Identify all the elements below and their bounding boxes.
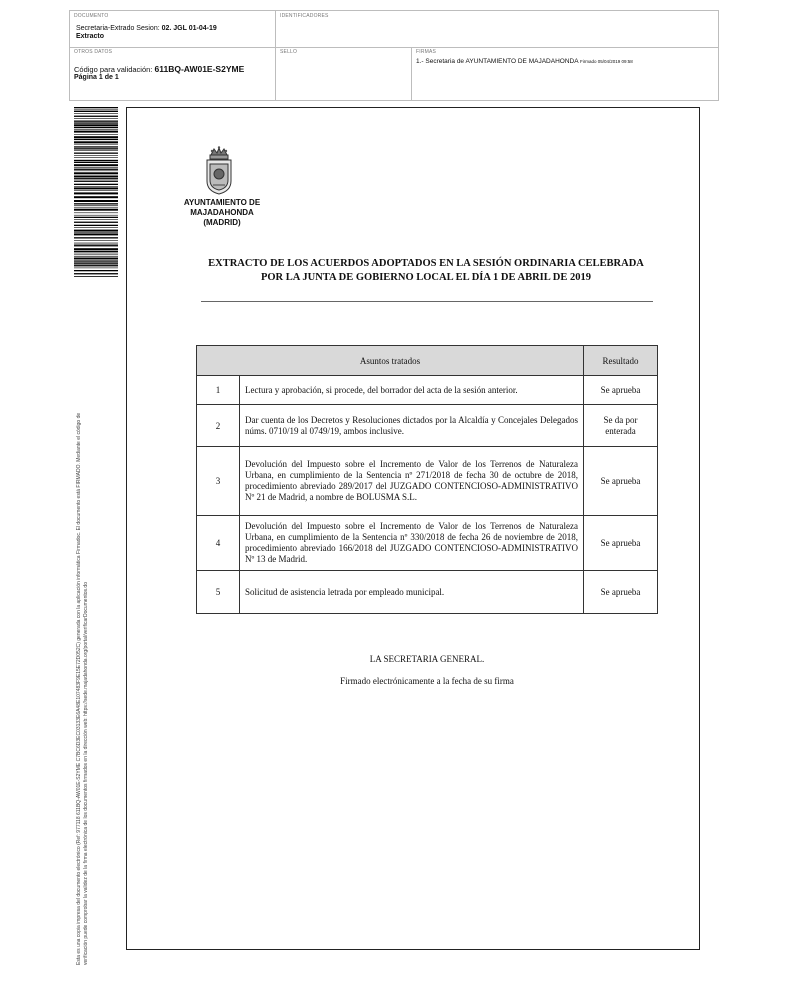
document-title xyxy=(195,257,657,285)
documento-value xyxy=(76,25,217,32)
validation-code: 611BQ-AW01E-S2YME xyxy=(154,64,245,74)
validation-prefix: Código para validación: xyxy=(74,65,153,74)
row-description: Solicitud de asistencia letrada por empleado municipal. xyxy=(240,571,584,614)
otros-datos-label: OTROS DATOS xyxy=(74,49,113,55)
signature-note: Firmado electrónicamente a la fecha de su firma xyxy=(340,676,514,686)
firma-entry xyxy=(416,58,633,65)
documento-prefix: Secretaria-Extrado Sesion: xyxy=(76,25,160,32)
row-result: Se aprueba xyxy=(584,447,658,516)
documento-cell xyxy=(70,11,276,47)
table-row xyxy=(197,376,658,405)
row-result: Se aprueba xyxy=(584,376,658,405)
column-header-asuntos: Asuntos tratados xyxy=(197,346,584,376)
table-row xyxy=(197,405,658,447)
row-number: 4 xyxy=(197,516,240,571)
side-text-line-2: verificación puede comprobar la validez de la firma electrónica de los documentos firmados en la dirección web: https://sede.majadahonda.org/portal/verificarDocumentos.do xyxy=(83,582,89,965)
coat-of-arms-icon xyxy=(197,145,241,197)
validation-code-line xyxy=(74,64,244,74)
table-row xyxy=(197,571,658,614)
title-line-2: POR LA JUNTA DE GOBIERNO LOCAL EL DÍA 1 DE ABRIL DE 2019 xyxy=(260,272,592,283)
row-number: 2 xyxy=(197,405,240,447)
firma-text: 1.- Secretaria de AYUNTAMIENTO DE MAJADAHONDA xyxy=(416,58,579,65)
row-description: Devolución del Impuesto sobre el Incremento de Valor de los Terrenos de Naturaleza Urbana, en cumplimiento de la Sentencia nº 330/2018 de fecha 26 de noviembre de 2018, procedimiento abreviado 166/2018 del JUZGADO CONTENCIOSO-ADMINISTRATIVO Nº 13 de Madrid. xyxy=(240,516,584,571)
org-line-3: (MADRID) xyxy=(203,218,241,227)
firma-date: Firmado 05/04/2019 09:58 xyxy=(580,59,633,64)
sello-cell xyxy=(276,47,412,101)
row-description: Devolución del Impuesto sobre el Incremento de Valor de los Terrenos de Naturaleza Urbana, en cumplimiento de la Sentencia nº 271/2018 de fecha 30 de octubre de 2018, procedimiento abreviado 289/2017 del JUZGADO CONTENCIOSO-ADMINISTRATIVO Nº 21 de Madrid, a nombre de BOLUSMA S.L. xyxy=(240,447,584,516)
page-count: Página 1 de 1 xyxy=(74,74,119,81)
org-line-2: MAJADAHONDA xyxy=(190,208,254,217)
sello-label: SELLO xyxy=(280,49,298,55)
row-number: 5 xyxy=(197,571,240,614)
row-result xyxy=(584,405,658,447)
documento-type: Extracto xyxy=(76,33,105,40)
row-result-text: Se da por enterada xyxy=(603,414,638,436)
verification-side-text xyxy=(76,305,90,965)
row-description: Lectura y aprobación, si procede, del borrador del acta de la sesión anterior. xyxy=(240,376,584,405)
row-number: 1 xyxy=(197,376,240,405)
org-line-1: AYUNTAMIENTO DE xyxy=(183,198,261,207)
barcode xyxy=(74,107,118,277)
organization-name xyxy=(170,198,274,228)
table-header-row xyxy=(197,346,658,376)
column-header-resultado: Resultado xyxy=(584,346,658,376)
signer-title: LA SECRETARIA GENERAL. xyxy=(369,654,485,664)
title-line-1: EXTRACTO DE LOS ACUERDOS ADOPTADOS EN LA SESIÓN ORDINARIA CELEBRADA xyxy=(208,258,644,269)
documento-session: 02. JGL 01-04-19 xyxy=(161,25,217,32)
identificadores-cell xyxy=(276,11,719,47)
row-number: 3 xyxy=(197,447,240,516)
firmas-label: FIRMAS xyxy=(416,49,437,55)
table-row xyxy=(197,516,658,571)
firmas-cell xyxy=(412,47,719,101)
row-result: Se aprueba xyxy=(584,571,658,614)
side-text-line-1: Esta es una copia impresa del documento electrónico (Ref: 977118 611BQ-AW01E-S2YME C7BC6D3EC03133E6A48E107483F9E15E72D052C) generada con la aplicación informática Firmadoc. El documento está FIRMADO. Mediante el código de xyxy=(76,412,82,965)
otros-datos-cell xyxy=(70,47,276,101)
row-description: Dar cuenta de los Decretos y Resoluciones dictados por la Alcaldía y Concejales Delegados núms. 0710/19 al 0749/19, ambos inclusive. xyxy=(240,405,584,447)
table-row xyxy=(197,447,658,516)
documento-label: DOCUMENTO xyxy=(74,13,109,19)
identificadores-label: IDENTIFICADORES xyxy=(280,13,329,19)
agenda-table xyxy=(196,345,658,614)
document-metadata-header xyxy=(69,10,719,101)
row-result: Se aprueba xyxy=(584,516,658,571)
title-divider xyxy=(201,301,653,302)
